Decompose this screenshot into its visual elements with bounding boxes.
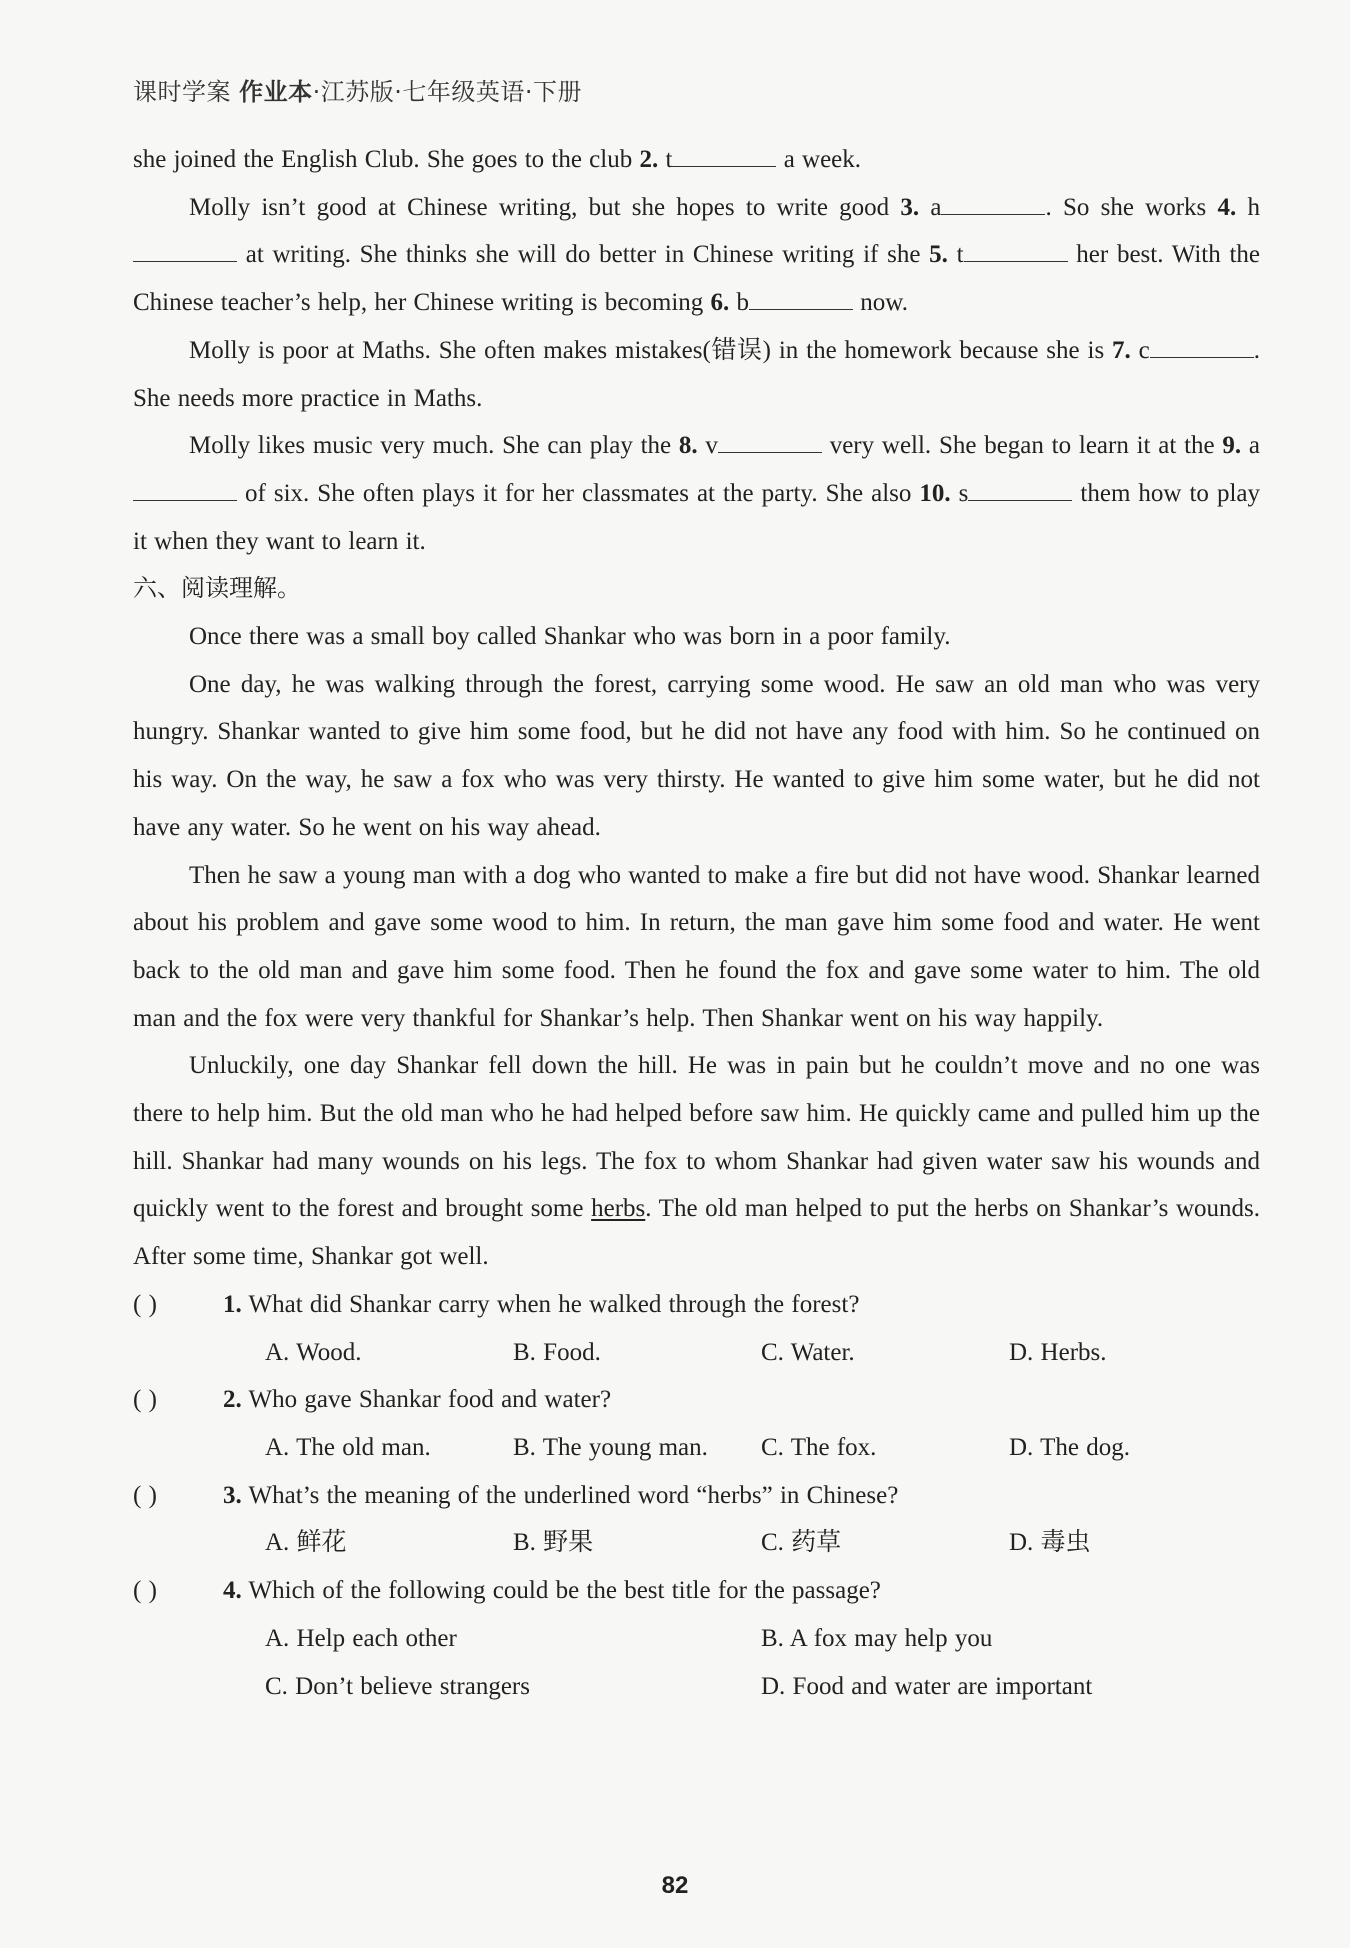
cloze-paragraph-2: Molly isn’t good at Chinese writing, but she hopes to write good 3. a . So she works 4. h at writing. She thinks she will do better in Chinese writing if she 5. t her best. With the Chinese teacher’s help, her Chinese writing is becoming 6. b now. [133, 184, 1260, 327]
section-title-reading: 六、阅读理解。 [133, 574, 301, 603]
option-c: C. Water. [761, 1338, 855, 1366]
option-b: B. The young man. [513, 1433, 708, 1461]
question-4: ( ) 4. Which of the following could be the best title for the passage? [133, 1567, 1260, 1615]
option-b: B. 野果 [513, 1529, 594, 1557]
question-1-options [133, 1329, 1260, 1377]
question-1: ( ) 1. What did Shankar carry when he walked through the forest? [133, 1281, 1260, 1329]
question-stem: Who gave Shankar food and water? [241, 1386, 612, 1414]
option-c: C. Don’t believe strangers [265, 1672, 530, 1700]
answer-bracket-4[interactable]: ( ) [133, 1577, 157, 1605]
option-a: A. The old man. [265, 1433, 431, 1461]
option-a: A. Help each other [265, 1624, 457, 1652]
answer-blank-7[interactable] [1150, 332, 1254, 358]
answer-blank-9[interactable] [133, 475, 237, 501]
option-a: A. 鲜花 [265, 1529, 347, 1557]
answer-blank-3[interactable] [941, 189, 1045, 215]
header-series: 课时学案 [133, 78, 240, 106]
cloze-paragraph-3: Molly is poor at Maths. She often makes mistakes(错误) in the homework because she is 7. c . She needs more practice in Maths. [133, 327, 1260, 422]
answer-bracket-2[interactable]: ( ) [133, 1386, 157, 1414]
cloze-paragraph-4: Molly likes music very much. She can play the 8. v very well. She began to learn it at the 9. a of six. She often plays it for her classmates at the party. She also 10. s them how to play it when they want to learn it. [133, 422, 1260, 565]
page-body [133, 136, 1260, 1710]
question-3-options [133, 1519, 1260, 1567]
answer-blank-5[interactable] [964, 236, 1068, 262]
answer-blank-2[interactable] [672, 141, 776, 167]
question-2-options [133, 1424, 1260, 1472]
question-2: ( ) 2. Who gave Shankar food and water? [133, 1376, 1260, 1424]
reading-paragraph-4: Unluckily, one day Shankar fell down the hill. He was in pain but he couldn’t move and no one was there to help him. But the old man who he had helped before saw him. He quickly came and pulled him up the hill. Shankar had many wounds on his legs. The fox to whom Shankar had given water saw his wounds and quickly went to the forest and brought some herbs. The old man helped to put the herbs on Shankar’s wounds. After some time, Shankar got well. [133, 1052, 1260, 1271]
option-d: D. 毒虫 [1009, 1529, 1091, 1557]
option-b: B. Food. [513, 1338, 601, 1366]
question-4-options-row-2 [133, 1663, 1260, 1711]
answer-bracket-3[interactable]: ( ) [133, 1481, 157, 1509]
cloze-paragraph-1: she joined the English Club. She goes to the club 2. t a week. [133, 136, 1260, 184]
question-stem: What did Shankar carry when he walked through the forest? [241, 1290, 860, 1318]
question-3: ( ) 3. What’s the meaning of the underlined word “herbs” in Chinese? [133, 1472, 1260, 1520]
option-d: D. Herbs. [1009, 1338, 1107, 1366]
page-number: 82 [661, 1872, 689, 1899]
question-4-options-row-1 [133, 1615, 1260, 1663]
answer-blank-10[interactable] [968, 475, 1072, 501]
answer-blank-4[interactable] [133, 236, 237, 262]
reading-paragraph-1: Once there was a small boy called Shankar who was born in a poor family. [189, 623, 951, 651]
reading-paragraph-3: Then he saw a young man with a dog who wanted to make a fire but did not have wood. Shankar learned about his problem and gave some wood to him. In return, the man gave him some food and water. He went back to the old man and gave him some food. Then he found the fox and gave some water to him. The old man and the fox were very thankful for Shankar’s help. Then Shankar went on his way happily. [133, 861, 1260, 1032]
header-edition: ·江苏版·七年级英语·下册 [312, 78, 583, 106]
page-header [133, 72, 582, 107]
answer-blank-6[interactable] [749, 284, 853, 310]
option-c: C. The fox. [761, 1433, 877, 1461]
underlined-word-herbs: herbs [591, 1195, 646, 1223]
reading-paragraph-2: One day, he was walking through the forest, carrying some wood. He saw an old man who was very hungry. Shankar wanted to give him some food, but he did not have any food with him. So he continued on his way. On the way, he saw a fox who was very thirsty. He wanted to give him some water, but he did not have any water. So he went on his way ahead. [133, 670, 1260, 841]
answer-bracket-1[interactable]: ( ) [133, 1290, 157, 1318]
option-a: A. Wood. [265, 1338, 362, 1366]
header-book: 作业本 [239, 78, 313, 106]
question-stem: What’s the meaning of the underlined word “herbs” in Chinese? [241, 1481, 899, 1509]
option-d: D. Food and water are important [761, 1672, 1093, 1700]
option-d: D. The dog. [1009, 1433, 1130, 1461]
option-c: C. 药草 [761, 1529, 842, 1557]
option-b: B. A fox may help you [761, 1624, 993, 1652]
question-stem: Which of the following could be the best title for the passage? [241, 1577, 881, 1605]
answer-blank-8[interactable] [718, 427, 822, 453]
